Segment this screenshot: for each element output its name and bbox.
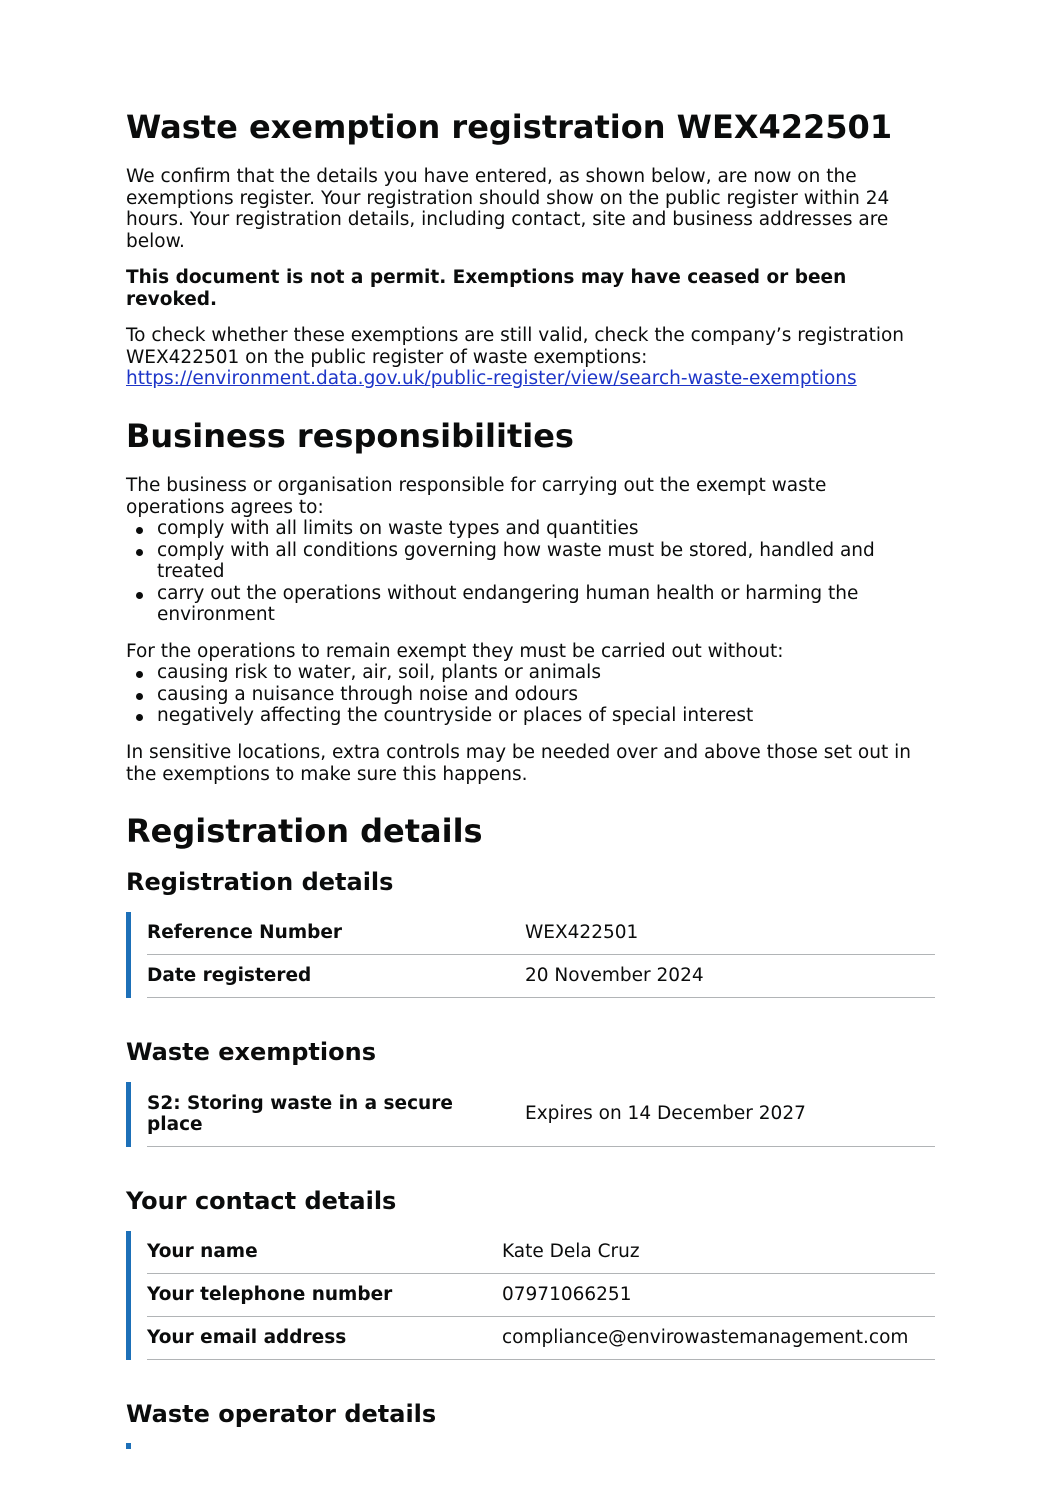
without-intro: For the operations to remain exempt they must be carried out without:: [126, 641, 784, 662]
summary-value: WEX422501: [525, 922, 639, 944]
list-item: comply with all conditions governing how waste must be stored, handled and treated: [126, 540, 930, 583]
list-item: negatively affecting the countryside or places of special interest: [126, 705, 930, 727]
summary-key: Reference Number: [147, 922, 343, 944]
summary-row: [147, 955, 935, 998]
list-item: carry out the operations without endangering human health or harming the environment: [126, 583, 930, 626]
summary-value: compliance@envirowastemanagement.com: [502, 1327, 909, 1349]
summary-row: [147, 1274, 935, 1317]
check-validity-paragraph: [126, 325, 930, 390]
summary-value: 07971066251: [502, 1284, 632, 1306]
summary-row: [147, 1231, 935, 1274]
summary-row: [147, 912, 935, 955]
summary-value: 20 November 2024: [525, 965, 704, 987]
sensitive-locations-paragraph: In sensitive locations, extra controls may be needed over and above those set out in the exemptions to make sure this happens.: [126, 742, 911, 785]
page-title: Waste exemption registration WEX422501: [126, 108, 893, 146]
waste-exemptions-subheading: Waste exemptions: [126, 1038, 376, 1066]
summary-key: Date registered: [147, 965, 312, 987]
summary-row: [147, 1317, 935, 1360]
agrees-list: [126, 518, 930, 626]
registration-subheading: Registration details: [126, 868, 394, 896]
list-item: causing a nuisance through noise and odours: [126, 684, 930, 706]
registration-details-heading: Registration details: [126, 812, 483, 850]
contact-summary-list: [126, 1231, 935, 1360]
summary-key: Your telephone number: [147, 1284, 393, 1306]
exemptions-summary-list: [126, 1082, 935, 1147]
list-item: causing risk to water, air, soil, plants or animals: [126, 662, 930, 684]
registration-summary-list: [126, 912, 935, 998]
agrees-intro: The business or organisation responsible for carrying out the exempt waste operations agrees to:: [126, 475, 827, 518]
summary-key: Your email address: [147, 1327, 347, 1349]
summary-key: S2: Storing waste in a secure place: [147, 1092, 453, 1135]
operator-summary-border: [126, 1443, 131, 1449]
contact-details-subheading: Your contact details: [126, 1187, 397, 1215]
summary-row: [147, 1082, 935, 1147]
list-item: comply with all limits on waste types and quantities: [126, 518, 930, 540]
summary-value: Expires on 14 December 2027: [525, 1103, 806, 1125]
summary-key: Your name: [147, 1241, 258, 1263]
public-register-link[interactable]: https://environment.data.gov.uk/public-register/view/search-waste-exemptions: [126, 368, 857, 389]
summary-value: Kate Dela Cruz: [502, 1241, 640, 1263]
business-responsibilities-heading: Business responsibilities: [126, 417, 574, 455]
permit-warning: This document is not a permit. Exemptions may have ceased or been revoked.: [126, 267, 847, 310]
waste-operator-subheading: Waste operator details: [126, 1400, 437, 1428]
intro-paragraph: We confirm that the details you have entered, as shown below, are now on the exemptions register. Your registration should show on the public register within 24 hours. Your registration details, including contact, site and business addresses are below.: [126, 166, 890, 252]
check-validity-text: To check whether these exemptions are still valid, check the company’s registration WEX422501 on the public register of waste exemptions:: [126, 325, 905, 368]
without-list: [126, 662, 930, 727]
